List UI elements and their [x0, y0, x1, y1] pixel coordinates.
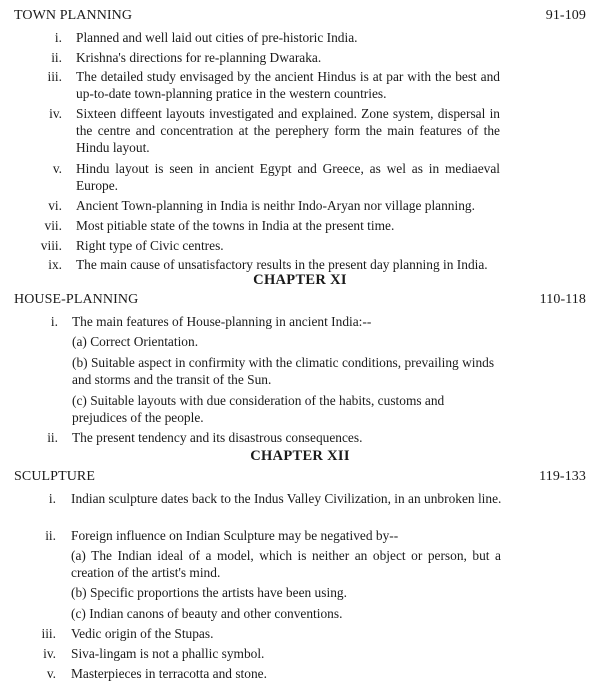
item-text: Most pitiable state of the towns in India at the present time. — [76, 218, 395, 233]
item-text: The main cause of unsatisfactory results in the present day planning in India. — [76, 257, 488, 272]
page-range: 91-109 — [545, 8, 586, 23]
item-number: ii. — [51, 50, 62, 65]
section-title: TOWN PLANNING — [14, 8, 133, 23]
section-header-house-planning — [14, 291, 586, 309]
item-text: Vedic origin of the Stupas. — [71, 626, 214, 641]
page-range: 110-118 — [539, 292, 586, 307]
sub-item: (b) Specific proportions the artists have been using. — [71, 585, 347, 600]
item-text: Krishna's directions for re-planning Dwaraka. — [76, 50, 322, 65]
section-header-sculpture — [14, 468, 586, 486]
sub-item: (b) Suitable aspect in confirmity with the climatic conditions, prevailing winds and storms and the transit of the Sun. — [72, 355, 495, 387]
item-number: vi. — [48, 198, 62, 213]
item-text: Right type of Civic centres. — [76, 238, 224, 253]
sub-item: (c) Indian canons of beauty and other conventions. — [71, 606, 343, 621]
item-text: Foreign influence on Indian Sculpture may be negatived by-- — [71, 528, 399, 543]
item-text: The present tendency and its disastrous consequences. — [72, 430, 363, 445]
chapter-heading: CHAPTER XI — [253, 272, 347, 288]
section-title: HOUSE-PLANNING — [14, 292, 139, 307]
item-text: The main features of House-planning in ancient India:-- — [72, 314, 372, 329]
item-text: Siva-lingam is not a phallic symbol. — [71, 646, 265, 661]
item-number: iii. — [41, 626, 56, 641]
section-title: SCULPTURE — [14, 469, 96, 484]
item-text: Sixteen diffeent layouts investigated and explained. Zone system, dispersal in the centre and concentration at the perephery form the main features of the Hindu layout. — [76, 106, 500, 155]
item-number: iv. — [49, 106, 62, 121]
sub-item: (a) Correct Orientation. — [72, 334, 199, 349]
item-text: Planned and well laid out cities of pre-historic India. — [76, 30, 358, 45]
item-text: Ancient Town-planning in India is neithr Indo-Aryan nor village planning. — [76, 198, 475, 213]
item-number: i. — [54, 30, 62, 45]
item-text: Masterpieces in terracotta and stone. — [71, 666, 267, 681]
sub-item: (c) Suitable layouts with due consideration of the habits, customs and prejudices of the people. — [72, 393, 445, 425]
chapter-heading: CHAPTER XII — [250, 448, 350, 464]
item-number: ii. — [47, 430, 58, 445]
page-range: 119-133 — [539, 469, 586, 484]
item-number: iii. — [47, 69, 62, 84]
item-number: vii. — [44, 218, 62, 233]
item-text: Indian sculpture dates back to the Indus Valley Civilization, in an unbroken line. — [71, 491, 502, 506]
sub-item: (a) The Indian ideal of a model, which is neither an object or person, but a creation of the artist's mind. — [71, 548, 501, 580]
item-number: i. — [48, 491, 56, 506]
item-number: iv. — [43, 646, 56, 661]
item-number: v. — [46, 666, 56, 681]
item-text: Hindu layout is seen in ancient Egypt and Greece, as wel as in mediaeval Europe. — [76, 161, 500, 193]
item-number: ix. — [48, 257, 62, 272]
section-header-town-planning — [14, 7, 586, 25]
item-number: ii. — [45, 528, 56, 543]
item-number: viii. — [40, 238, 62, 253]
item-number: i. — [50, 314, 58, 329]
item-number: v. — [52, 161, 62, 176]
item-text: The detailed study envisaged by the ancient Hindus is at par with the best and up-to-date town-planning pratice in the western countries. — [76, 69, 500, 101]
